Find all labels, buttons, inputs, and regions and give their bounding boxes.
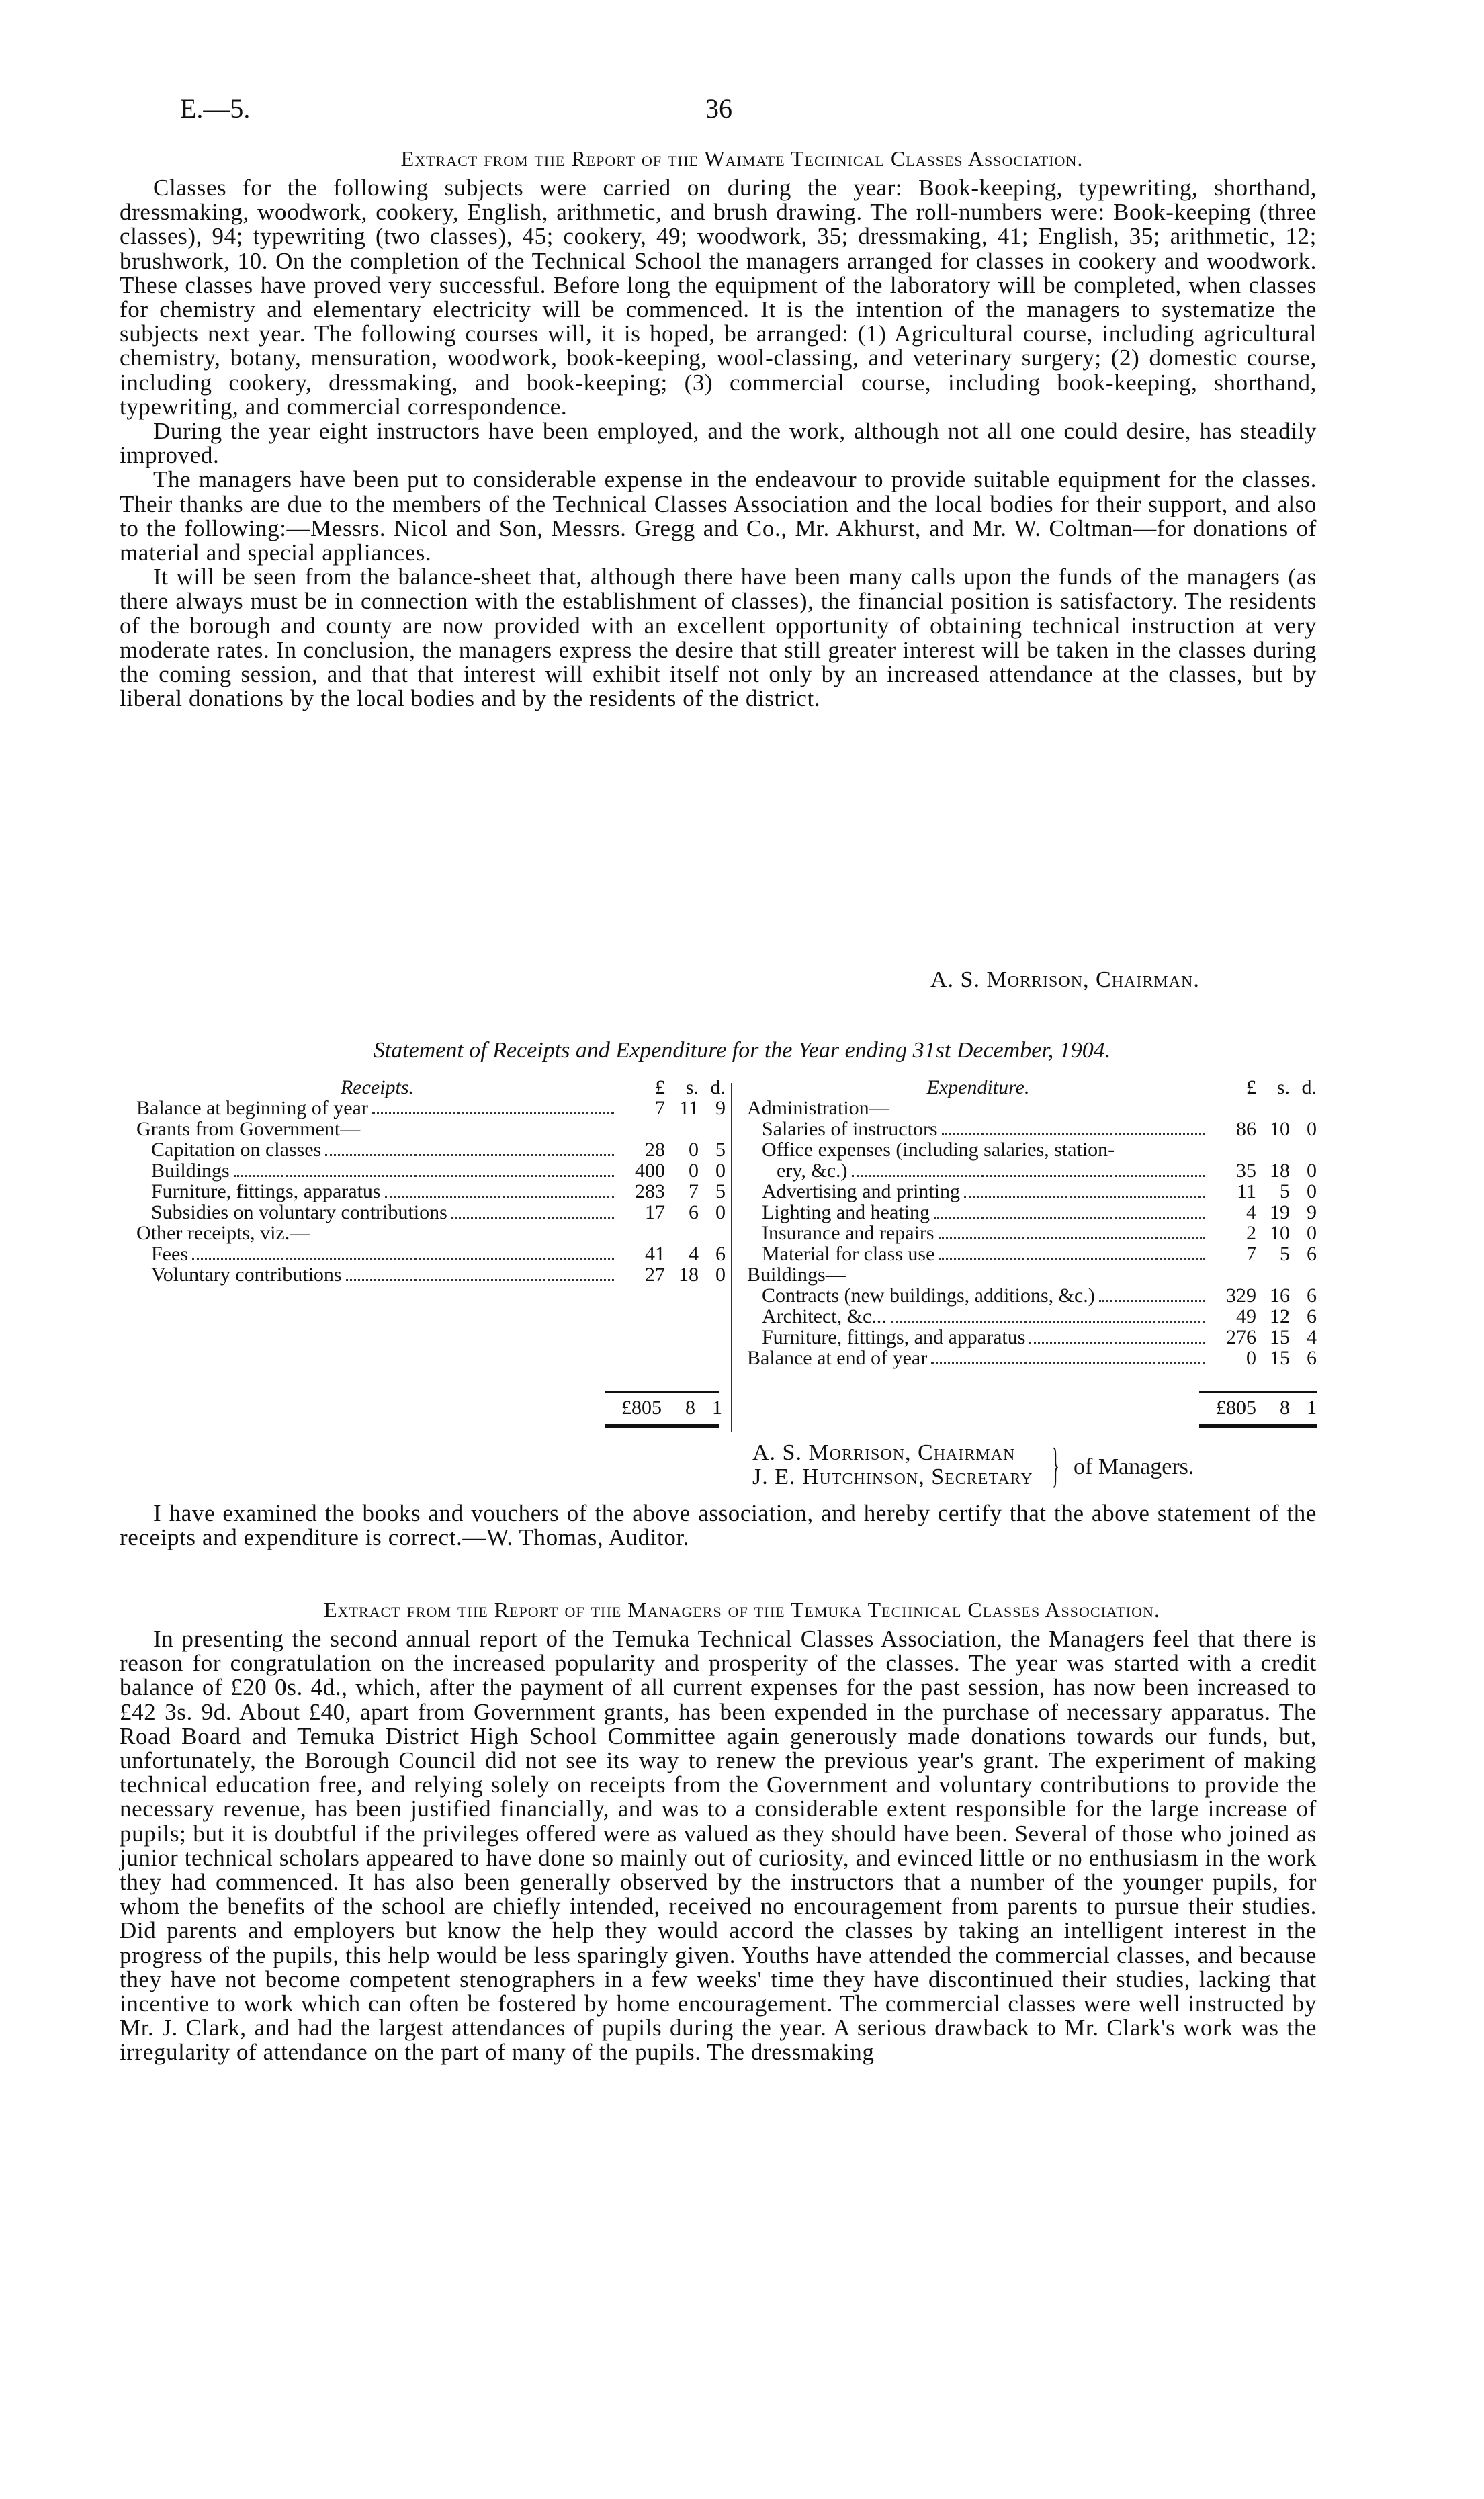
amount-pounds: 7 — [655, 1097, 665, 1119]
amount-pounds: 283 — [635, 1180, 665, 1202]
row-label: Advertising and printing — [762, 1180, 960, 1202]
amount-pence: 0 — [1307, 1180, 1317, 1202]
amount-pounds: 28 — [645, 1139, 665, 1161]
currency-header: d. — [1301, 1076, 1317, 1098]
column-header: Expenditure. — [926, 1076, 1030, 1098]
dot-leader — [346, 1279, 614, 1281]
statement-table — [0, 1077, 1484, 1426]
dot-leader — [964, 1196, 1205, 1198]
report1-paragraph: It will be seen from the balance-sheet that, although there have been many calls upon the funds of the managers (as there always must be in connection with the establishment of classes), the financial position is satisfactory. The residents of the borough and county are now provided with an excellent opportunity of obtaining technical instruction at very moderate rates. In conclusion, the managers express the desire that still greater interest will be taken in the classes during the coming session, and that that interest will exhibit itself not only by an increased attendance at the classes, but by liberal donations by the local bodies and by the residents of the district. — [120, 564, 1317, 712]
amount-pounds: 276 — [1226, 1326, 1256, 1348]
amount-pence: 0 — [1307, 1159, 1317, 1182]
row-label: Grants from Government— — [136, 1118, 361, 1140]
amount-pence: 0 — [715, 1264, 726, 1286]
amount-pounds: 17 — [645, 1201, 665, 1223]
amount-shillings: 5 — [1280, 1243, 1290, 1265]
amount-shillings: 7 — [689, 1180, 699, 1202]
dot-leader — [942, 1133, 1205, 1135]
amount-shillings: 12 — [1270, 1305, 1290, 1327]
signatories — [752, 1441, 1033, 1489]
dot-leader — [939, 1258, 1205, 1260]
amount-pence: 6 — [1307, 1305, 1317, 1327]
amount-shillings: 0 — [689, 1159, 699, 1182]
amount-shillings: 6 — [689, 1201, 699, 1223]
statement-row — [136, 1264, 726, 1285]
dot-leader — [325, 1154, 614, 1156]
brace-icon: } — [1051, 1438, 1060, 1492]
statement-title: Statement of Receipts and Expenditure for the Year ending 31st December, 1904. — [373, 1038, 1111, 1063]
amount-shillings: 18 — [679, 1264, 699, 1286]
amount-pounds: 2 — [1246, 1222, 1256, 1244]
total-pence: 1 — [1307, 1397, 1317, 1419]
total-double-rule — [1199, 1424, 1317, 1428]
statement-row — [747, 1348, 1317, 1368]
amount-pence: 6 — [1307, 1284, 1317, 1307]
statement-row — [136, 1160, 726, 1181]
dot-leader — [939, 1237, 1205, 1239]
statement-row — [136, 1139, 726, 1160]
dot-leader — [934, 1217, 1205, 1219]
amount-shillings: 0 — [689, 1139, 699, 1161]
statement-row — [136, 1181, 726, 1202]
row-label: Architect, &c... — [762, 1305, 887, 1327]
amount-pounds: 7 — [1246, 1243, 1256, 1265]
report1-paragraph: The managers have been put to considerable expense in the endeavour to provide suitable equipment for the classes. Their thanks are due to the members of the Technical Classes Association and the local bodies for their support, and also to the following:—Messrs. Nicol and Son, Messrs. Gregg and Co., Mr. Akhurst, and Mr. W. Coltman—for donations of material and special appliances. — [120, 466, 1317, 566]
total-rule — [1199, 1391, 1317, 1393]
dot-leader — [891, 1321, 1205, 1323]
amount-shillings: 19 — [1270, 1201, 1290, 1223]
report1-paragraph: Classes for the following subjects were carried on during the year: Book-keeping, typewriting, shorthand, dressmaking, woodwork, cookery, English, arithmetic, and brush drawing. The roll-numbers were: Book-keeping (three classes), 94; typewriting (two classes), 45; cookery, 49; woodwork, 35; dressmaking, 41; English, 35; arithmetic, 12; brushwork, 10. On the completion of the Technical School the managers arranged for classes in cookery and woodwork. These classes have proved very successful. Before long the equipment of the laboratory will be completed, when classes for chemistry and elementary electricity will be commenced. It is the intention of the managers to systematize the subjects next year. The following courses will, it is hoped, be arranged: (1) Agricultural course, including agricultural chemistry, botany, mensuration, woodwork, book-keeping, wool-classing, and veterinary surgery; (2) domestic course, including cookery, dressmaking, and book-keeping; (3) commercial course, including book-keeping, shorthand, typewriting, and commercial correspondence. — [120, 175, 1317, 420]
amount-shillings: 18 — [1270, 1159, 1290, 1182]
expenditure-column — [747, 1077, 1317, 1368]
dot-leader — [1029, 1342, 1205, 1344]
amount-pence: 0 — [715, 1159, 726, 1182]
amount-shillings: 5 — [1280, 1180, 1290, 1202]
statement-row — [747, 1223, 1317, 1243]
dot-leader — [234, 1175, 614, 1177]
report2-paragraph: In presenting the second annual report of the Temuka Technical Classes Association, the Managers feel that there is reason for congratulation on the increased popularity and prosperity of the classes. The year was started with a credit balance of £20 0s. 4d., which, after the payment of all current expenses for the past session, has now been increased to £42 3s. 9d. About £40, apart from Government grants, has been expended in the purchase of necessary apparatus. The Road Board and Temuka District High School Committee again generously made donations towards our funds, but, unfortunately, the Borough Council did not see its way to renew the previous year's grant. The experiment of making technical education free, and relying solely on receipts from the Government and voluntary contributions to provide the necessary revenue, has been justified financially, and was to a considerable extent responsible for the large increase of pupils; but it is doubtful if the privileges offered were as valued as they should have been. Several of those who joined as junior technical scholars appeared to have done so mainly out of curiosity, and evinced little or no enthusiasm in the work they had commenced. It has also been generally observed by the instructors that a number of the younger pupils, for whom the benefits of the school are chiefly intended, received no encouragement from parents to pursue their studies. Did parents and employers but know the help they would accord the classes by taking an intelligent interest in the progress of the pupils, this help would be less sparingly given. Youths have attended the commercial classes, and because they have not become competent stenographers in a few weeks' time they have discontinued their studies, lacking that incentive to work which can often be fostered by home encouragement. The commercial classes were well instructed by Mr. J. Clark, and had the largest attendances of pupils during the year. A serious drawback to Mr. Clark's work was the irregularity of attendance on the part of many of the pupils. The dressmaking — [120, 1626, 1317, 2066]
column-header: Receipts. — [340, 1076, 414, 1098]
dot-leader — [850, 1279, 1205, 1281]
row-label: Subsidies on voluntary contributions — [151, 1201, 447, 1223]
amount-shillings: 4 — [689, 1243, 699, 1265]
amount-pence: 6 — [1307, 1347, 1317, 1369]
row-label: Capitation on classes — [151, 1139, 322, 1161]
row-label: Balance at beginning of year — [136, 1097, 368, 1119]
amount-pounds: 35 — [1236, 1159, 1256, 1182]
auditor-paragraph: I have examined the books and vouchers of the above association, and hereby certify that the above statement of the receipts and expenditure is correct.—W. Thomas, Auditor. — [120, 1500, 1317, 1551]
report2-title: Extract from the Report of the Managers of the Temuka Technical Classes Association. — [324, 1597, 1160, 1622]
amount-pounds: 86 — [1236, 1118, 1256, 1140]
column-divider — [731, 1083, 732, 1432]
amount-shillings: 10 — [1270, 1222, 1290, 1244]
row-label: Material for class use — [762, 1243, 935, 1265]
amount-pence: 6 — [715, 1243, 726, 1265]
total-pounds: £805 — [1216, 1397, 1256, 1419]
currency-header: s. — [685, 1076, 699, 1098]
dot-leader — [192, 1258, 614, 1260]
statement-row — [747, 1202, 1317, 1223]
receipts-total — [605, 1397, 722, 1418]
statement-row — [747, 1160, 1317, 1181]
dot-leader — [893, 1112, 1205, 1114]
currency-header: s. — [1276, 1076, 1290, 1098]
column-header-row — [747, 1077, 1317, 1098]
row-label: Salaries of instructors — [762, 1118, 938, 1140]
statement-row — [136, 1119, 726, 1139]
amount-pence: 5 — [715, 1139, 726, 1161]
dot-leader — [931, 1362, 1205, 1364]
column-header-row — [136, 1077, 726, 1098]
statement-row — [747, 1327, 1317, 1348]
dot-leader — [1099, 1300, 1205, 1302]
row-label: Administration— — [747, 1097, 889, 1119]
report1-paragraph: During the year eight instructors have been employed, and the work, although not all one could desire, has steadily improved. — [120, 418, 1317, 469]
amount-pounds: 27 — [645, 1264, 665, 1286]
statement-row — [747, 1243, 1317, 1264]
row-label: Balance at end of year — [747, 1347, 928, 1369]
amount-pence: 0 — [715, 1201, 726, 1223]
row-label: Buildings — [151, 1159, 230, 1182]
report2-body — [120, 1627, 1317, 2065]
amount-pounds: 4 — [1246, 1201, 1256, 1223]
amount-pounds: 49 — [1236, 1305, 1256, 1327]
statement-row — [747, 1139, 1317, 1160]
amount-pence: 0 — [1307, 1222, 1317, 1244]
statement-row — [136, 1243, 726, 1264]
amount-pounds: 11 — [1237, 1180, 1256, 1202]
row-label: ery, &c.) — [777, 1159, 848, 1182]
dot-leader — [852, 1175, 1206, 1177]
currency-header: £ — [1246, 1076, 1256, 1098]
statement-row — [747, 1285, 1317, 1306]
row-label: Fees — [151, 1243, 188, 1265]
signatories-role: of Managers. — [1074, 1454, 1194, 1479]
total-pounds: £805 — [621, 1397, 662, 1419]
amount-pounds: 400 — [635, 1159, 665, 1182]
amount-pence: 5 — [715, 1180, 726, 1202]
auditor-note — [120, 1501, 1317, 1550]
row-label: Insurance and repairs — [762, 1222, 934, 1244]
row-label: Buildings— — [747, 1264, 846, 1286]
report1-signature: A. S. Morrison, Chairman. — [930, 967, 1200, 992]
dot-leader — [314, 1237, 614, 1239]
amount-pence: 6 — [1307, 1243, 1317, 1265]
dot-leader — [451, 1217, 614, 1219]
total-pence: 1 — [712, 1397, 722, 1419]
currency-header: £ — [655, 1076, 665, 1098]
statement-row — [747, 1264, 1317, 1285]
statement-row — [136, 1098, 726, 1119]
amount-pence: 9 — [1307, 1201, 1317, 1223]
amount-pounds: 329 — [1226, 1284, 1256, 1307]
amount-pence: 0 — [1307, 1118, 1317, 1140]
report1-title: Extract from the Report of the Waimate Technical Classes Association. — [400, 146, 1084, 171]
dot-leader — [372, 1112, 614, 1114]
statement-row — [747, 1119, 1317, 1139]
row-label: Furniture, fittings, apparatus — [151, 1180, 381, 1202]
row-label: Contracts (new buildings, additions, &c.) — [762, 1284, 1095, 1307]
total-shillings: 8 — [685, 1397, 695, 1419]
signatory-chairman: A. S. Morrison, Chairman — [752, 1440, 1016, 1465]
total-double-rule — [605, 1424, 719, 1428]
amount-shillings: 11 — [679, 1097, 699, 1119]
row-label: Other receipts, viz.— — [136, 1222, 310, 1244]
signatory-secretary: J. E. Hutchinson, Secretary — [752, 1464, 1033, 1489]
total-shillings: 8 — [1280, 1397, 1290, 1419]
total-rule — [605, 1391, 719, 1393]
document-reference: E.—5. — [180, 93, 251, 124]
amount-pence: 4 — [1307, 1326, 1317, 1348]
statement-row — [747, 1306, 1317, 1327]
row-label: Voluntary contributions — [151, 1264, 342, 1286]
amount-shillings: 16 — [1270, 1284, 1290, 1307]
dot-leader — [364, 1133, 614, 1135]
amount-shillings: 15 — [1270, 1326, 1290, 1348]
row-label: Furniture, fittings, and apparatus — [762, 1326, 1026, 1348]
amount-pounds: 0 — [1246, 1347, 1256, 1369]
dot-leader — [385, 1196, 614, 1198]
row-label: Office expenses (including salaries, station- — [762, 1139, 1115, 1161]
currency-header: d. — [710, 1076, 726, 1098]
statement-row — [136, 1202, 726, 1223]
statement-row — [136, 1223, 726, 1243]
receipts-column — [136, 1077, 726, 1285]
report1-body — [120, 176, 1317, 711]
expenditure-total — [1199, 1397, 1317, 1418]
amount-pounds: 41 — [645, 1243, 665, 1265]
amount-pence: 9 — [715, 1097, 726, 1119]
row-label: Lighting and heating — [762, 1201, 930, 1223]
statement-row — [747, 1098, 1317, 1119]
page-number: 36 — [705, 93, 732, 124]
amount-shillings: 10 — [1270, 1118, 1290, 1140]
amount-shillings: 15 — [1270, 1347, 1290, 1369]
statement-row — [747, 1181, 1317, 1202]
dot-leader — [1119, 1154, 1205, 1156]
